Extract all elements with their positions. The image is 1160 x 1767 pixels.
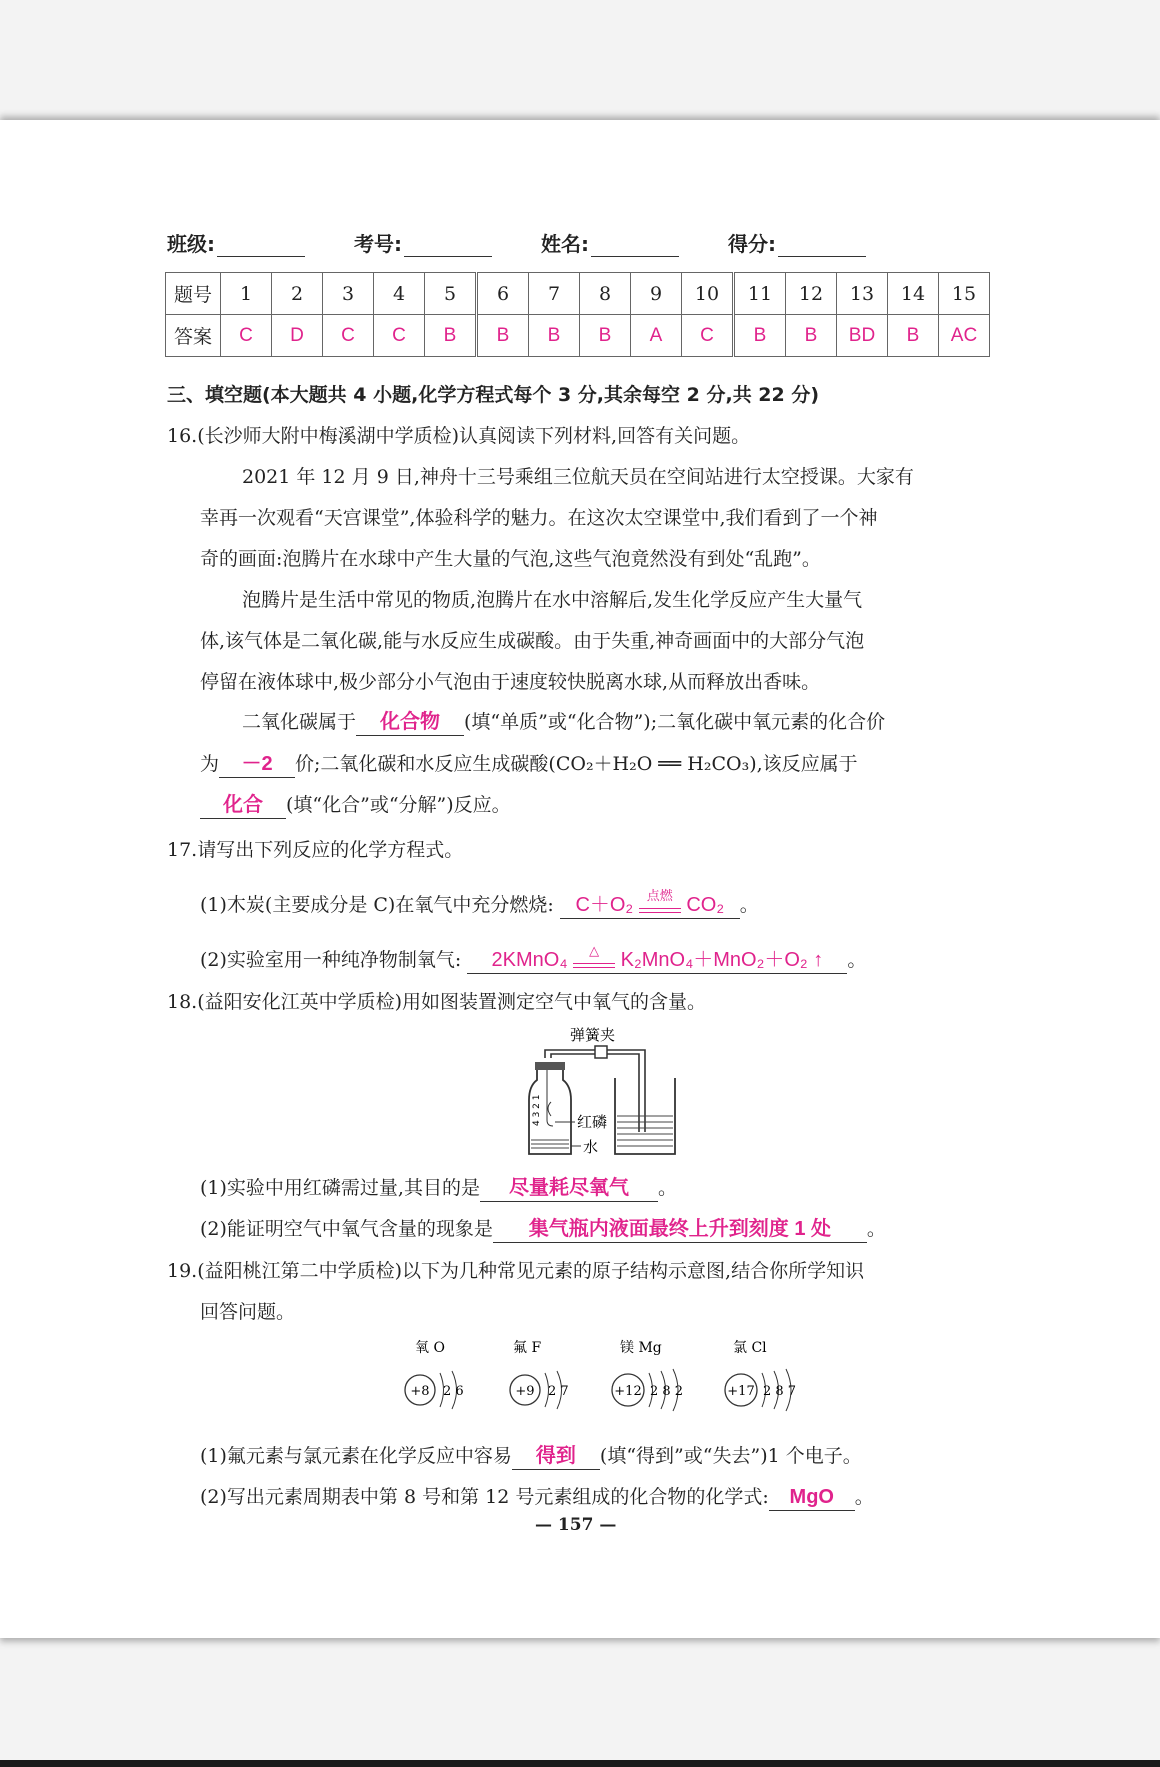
q16-text: 价;二氧化碳和水反应生成碳酸(CO₂＋H₂O ══ H₂CO₃),该反应属于 bbox=[295, 753, 858, 775]
qnum-cell: 9 bbox=[631, 273, 682, 315]
qnum-cell: 3 bbox=[323, 273, 374, 315]
q19-stem-line1: 19.(益阳桃江第二中学质检)以下为几种常见元素的原子结构示意图,结合你所学知识 bbox=[167, 1260, 865, 1282]
atom-cl-name: 氯 Cl bbox=[733, 1340, 767, 1356]
atomic-structure-diagrams bbox=[395, 1335, 815, 1415]
answer-cell: D bbox=[272, 315, 323, 357]
eq2-condition: △ bbox=[589, 942, 600, 958]
q18-part2-text: (2)能证明空气中氧气含量的现象是 bbox=[200, 1218, 493, 1240]
atom-f-nucleus: +9 bbox=[515, 1384, 535, 1399]
q19-part1-text: (1)氟元素与氯元素在化学反应中容易 bbox=[200, 1445, 512, 1467]
q19-part2 bbox=[200, 1482, 874, 1511]
qnum-cell: 2 bbox=[272, 273, 323, 315]
q16-answer-2[interactable]: －2 bbox=[219, 751, 295, 778]
qnum-cell: 15 bbox=[939, 273, 990, 315]
q18-part2 bbox=[200, 1214, 886, 1243]
qnum-cell: 11 bbox=[734, 273, 786, 315]
eq2-arrow bbox=[573, 942, 615, 972]
qnum-cell: 8 bbox=[580, 273, 631, 315]
q16-text: (填“化合”或“分解”)反应。 bbox=[286, 794, 511, 816]
answer-row bbox=[166, 315, 990, 357]
answer-cell: A bbox=[631, 315, 682, 357]
q19-answer-2[interactable]: MgO bbox=[769, 1484, 855, 1511]
period: 。 bbox=[866, 1218, 886, 1240]
clip-icon bbox=[595, 1046, 607, 1058]
eq1-condition: 点燃 bbox=[646, 887, 673, 903]
atom-o-name: 氧 O bbox=[415, 1340, 445, 1356]
answer-cell: C bbox=[682, 315, 734, 357]
q16-question-line3 bbox=[200, 790, 511, 819]
answer-cell: B bbox=[734, 315, 786, 357]
eq2-right: K₂MnO₄＋MnO₂＋O₂ ↑ bbox=[620, 949, 824, 971]
period: 。 bbox=[847, 949, 867, 971]
atom-cl-nucleus: +17 bbox=[727, 1384, 755, 1399]
q17-answer-2[interactable] bbox=[467, 942, 847, 974]
water-label: 水 bbox=[583, 1138, 599, 1156]
exam-no-field bbox=[354, 228, 492, 257]
q19-answer-1[interactable]: 得到 bbox=[512, 1443, 600, 1470]
question-number-row bbox=[166, 273, 990, 315]
atom-o-nucleus: +8 bbox=[410, 1384, 430, 1399]
q16-question-line1 bbox=[242, 707, 885, 736]
q18-answer-2[interactable]: 集气瓶内液面最终上升到刻度 1 处 bbox=[493, 1216, 867, 1243]
score-label: 得分: bbox=[728, 232, 776, 256]
qnum-cell: 5 bbox=[425, 273, 477, 315]
q18-part1-text: (1)实验中用红磷需过量,其目的是 bbox=[200, 1177, 480, 1199]
atom-f-shells: 2 7 bbox=[548, 1384, 569, 1399]
q18-stem: 18.(益阳安化江英中学质检)用如图装置测定空气中氧气的含量。 bbox=[167, 991, 707, 1013]
class-blank[interactable] bbox=[217, 236, 305, 257]
q17-answer-1[interactable] bbox=[560, 887, 740, 919]
answer-table bbox=[165, 272, 990, 357]
qnum-cell: 13 bbox=[837, 273, 888, 315]
qnum-cell: 7 bbox=[529, 273, 580, 315]
atom-cl-shells: 2 8 7 bbox=[763, 1384, 797, 1399]
name-label: 姓名: bbox=[541, 232, 589, 256]
scale-label: 4 3 2 1 bbox=[532, 1094, 542, 1126]
bottom-bar bbox=[0, 1760, 1160, 1767]
q16-question-line2 bbox=[200, 749, 858, 778]
qnum-cell: 10 bbox=[682, 273, 734, 315]
answer-cell: C bbox=[323, 315, 374, 357]
q19-stem-line2: 回答问题。 bbox=[200, 1301, 296, 1323]
q16-stem: 16.(长沙师大附中梅溪湖中学质检)认真阅读下列材料,回答有关问题。 bbox=[167, 425, 751, 447]
exam-no-blank[interactable] bbox=[404, 236, 492, 257]
oxygen-measurement-apparatus bbox=[515, 1022, 680, 1162]
q19-part1-text: (填“得到”或“失去”)1 个电子。 bbox=[599, 1445, 862, 1467]
atom-mg-nucleus: +12 bbox=[614, 1384, 642, 1399]
q16-para2-line3: 停留在液体球中,极少部分小气泡由于速度较快脱离水球,从而释放出香味。 bbox=[200, 671, 821, 693]
q16-para2-line1: 泡腾片是生活中常见的物质,泡腾片在水中溶解后,发生化学反应产生大量气 bbox=[242, 589, 863, 611]
score-field bbox=[728, 228, 866, 257]
exam-no-label: 考号: bbox=[354, 232, 402, 256]
answer-cell: C bbox=[374, 315, 425, 357]
qnum-cell: 12 bbox=[786, 273, 837, 315]
name-field bbox=[541, 228, 679, 257]
qnum-cell: 6 bbox=[477, 273, 529, 315]
q17-part1-text: (1)木炭(主要成分是 C)在氧气中充分燃烧: bbox=[200, 894, 554, 916]
answer-cell: AC bbox=[939, 315, 990, 357]
section-title: 三、填空题(本大题共 4 小题,化学方程式每个 3 分,其余每空 2 分,共 22 分) bbox=[167, 384, 820, 406]
score-blank[interactable] bbox=[778, 236, 866, 257]
q17-part2-text: (2)实验室用一种纯净物制氧气: bbox=[200, 949, 462, 971]
eq1-arrow bbox=[639, 887, 681, 917]
answer-cell: B bbox=[888, 315, 939, 357]
eq1-left: C＋O₂ bbox=[575, 894, 634, 916]
period: 。 bbox=[854, 1486, 874, 1508]
q17-stem: 17.请写出下列反应的化学方程式。 bbox=[167, 839, 464, 861]
eq2-left: 2KMnO₄ bbox=[491, 949, 568, 971]
qnum-cell: 1 bbox=[221, 273, 272, 315]
answer-cell: C bbox=[221, 315, 272, 357]
atom-f-name: 氟 F bbox=[513, 1340, 542, 1356]
answer-cell: B bbox=[580, 315, 631, 357]
period: 。 bbox=[739, 894, 759, 916]
red-phosphorus-label: 红磷 bbox=[577, 1113, 608, 1131]
q16-para1-line1: 2021 年 12 月 9 日,神舟十三号乘组三位航天员在空间站进行太空授课。大家有 bbox=[242, 466, 914, 488]
q19-part2-text: (2)写出元素周期表中第 8 号和第 12 号元素组成的化合物的化学式: bbox=[200, 1486, 769, 1508]
qnum-cell: 4 bbox=[374, 273, 425, 315]
atom-o-shells: 2 6 bbox=[443, 1384, 464, 1399]
q19-part1 bbox=[200, 1441, 862, 1470]
page-number: — 157 — bbox=[535, 1515, 617, 1535]
row-label-answer: 答案 bbox=[166, 315, 221, 357]
q16-answer-3[interactable]: 化合 bbox=[200, 792, 286, 819]
answer-cell: B bbox=[477, 315, 529, 357]
atom-mg-shells: 2 8 2 bbox=[650, 1384, 684, 1399]
class-label: 班级: bbox=[167, 232, 215, 256]
q16-para1-line2: 幸再一次观看“天宫课堂”,体验科学的魅力。在这次太空课堂中,我们看到了一个神 bbox=[200, 507, 878, 529]
q17-part1 bbox=[200, 887, 759, 919]
answer-cell: B bbox=[425, 315, 477, 357]
q16-text: 二氧化碳属于 bbox=[242, 711, 357, 733]
q18-part1 bbox=[200, 1173, 677, 1202]
q16-para2-line2: 体,该气体是二氧化碳,能与水反应生成碳酸。由于失重,神奇画面中的大部分气泡 bbox=[200, 630, 865, 652]
answer-cell: B bbox=[529, 315, 580, 357]
name-blank[interactable] bbox=[591, 236, 679, 257]
q16-text: 为 bbox=[200, 753, 220, 775]
row-label-number: 题号 bbox=[166, 273, 221, 315]
answer-cell: BD bbox=[837, 315, 888, 357]
q17-part2 bbox=[200, 942, 867, 974]
answer-cell: B bbox=[786, 315, 837, 357]
clip-label: 弹簧夹 bbox=[570, 1026, 616, 1044]
eq1-right: CO₂ bbox=[686, 894, 725, 916]
atom-mg-name: 镁 Mg bbox=[620, 1340, 662, 1356]
q16-para1-line3: 奇的画面:泡腾片在水球中产生大量的气泡,这些气泡竟然没有到处“乱跑”。 bbox=[200, 548, 821, 570]
qnum-cell: 14 bbox=[888, 273, 939, 315]
q18-answer-1[interactable]: 尽量耗尽氧气 bbox=[480, 1175, 658, 1202]
class-field bbox=[167, 228, 305, 257]
q16-text: (填“单质”或“化合物”);二氧化碳中氧元素的化合价 bbox=[464, 711, 886, 733]
period: 。 bbox=[657, 1177, 677, 1199]
q16-answer-1[interactable]: 化合物 bbox=[356, 709, 464, 736]
